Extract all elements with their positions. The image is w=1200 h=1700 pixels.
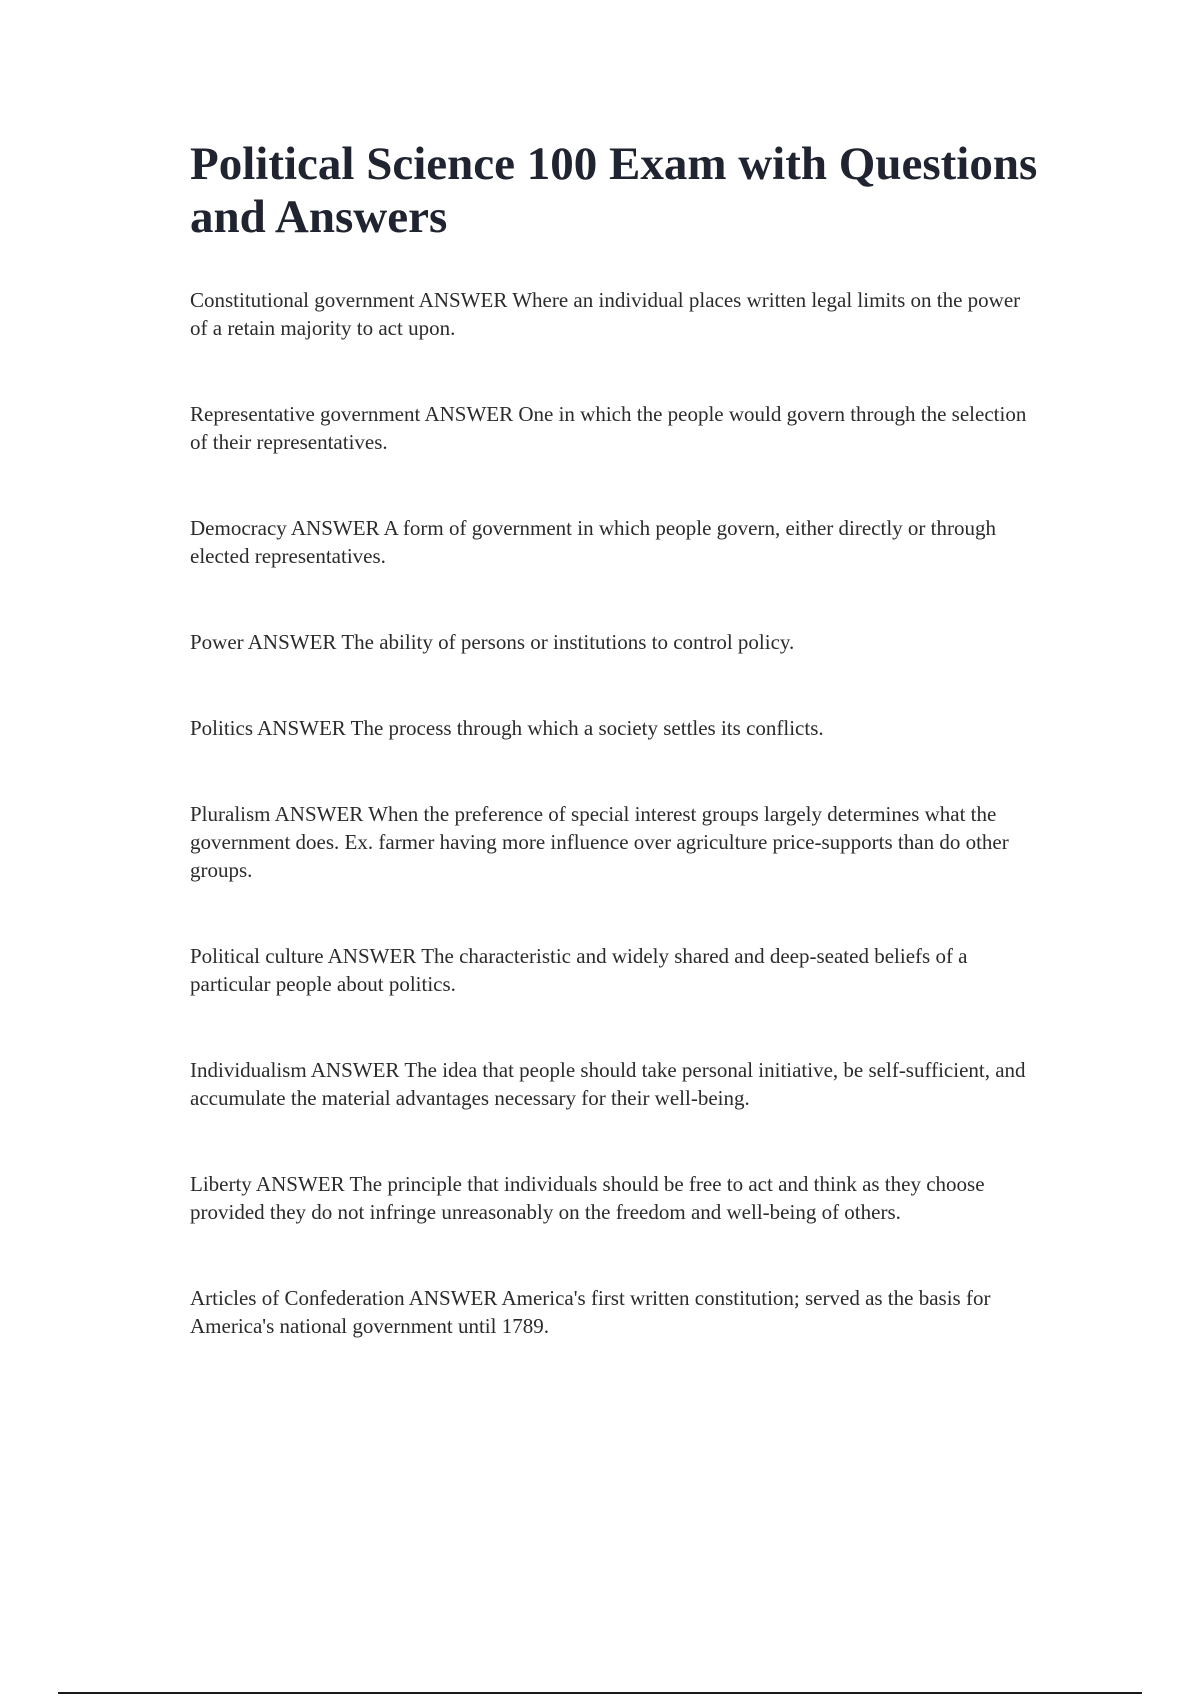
qa-term: Politics bbox=[190, 716, 254, 740]
answer-keyword: ANSWER bbox=[255, 1172, 345, 1196]
qa-term: Liberty bbox=[190, 1172, 252, 1196]
qa-term: Power bbox=[190, 630, 244, 654]
qa-answer: The characteristic and widely shared and deep-seated beliefs of a particular people about politics. bbox=[190, 944, 968, 996]
qa-term: Democracy bbox=[190, 516, 287, 540]
answer-keyword: ANSWER bbox=[327, 944, 417, 968]
answer-keyword: ANSWER bbox=[310, 1058, 400, 1082]
qa-answer: The process through which a society settles its conflicts. bbox=[350, 716, 824, 740]
qa-list bbox=[190, 286, 1040, 1340]
qa-item bbox=[190, 942, 1040, 998]
qa-term: Pluralism bbox=[190, 802, 271, 826]
qa-item bbox=[190, 1056, 1040, 1112]
qa-answer: A form of government in which people govern, either directly or through elected representatives. bbox=[190, 516, 996, 568]
qa-term: Individualism bbox=[190, 1058, 307, 1082]
qa-answer: Where an individual places written legal limits on the power of a retain majority to act upon. bbox=[190, 288, 1021, 340]
qa-answer: When the preference of special interest groups largely determines what the government does. Ex. farmer having more influence over agriculture price-supports than do other groups. bbox=[190, 802, 1009, 882]
qa-term: Articles of Confederation bbox=[190, 1286, 405, 1310]
qa-item bbox=[190, 714, 1040, 742]
qa-item bbox=[190, 628, 1040, 656]
qa-item bbox=[190, 400, 1040, 456]
answer-keyword: ANSWER bbox=[257, 716, 346, 740]
qa-answer: The ability of persons or institutions to control policy. bbox=[341, 630, 795, 654]
answer-keyword: ANSWER bbox=[247, 630, 337, 654]
qa-answer: One in which the people would govern through the selection of their representatives. bbox=[190, 402, 1027, 454]
qa-answer: The idea that people should take personal initiative, be self-sufficient, and accumulate the material advantages necessary for their well-being. bbox=[190, 1058, 1026, 1110]
answer-keyword: ANSWER bbox=[408, 1286, 498, 1310]
answer-keyword: ANSWER bbox=[290, 516, 380, 540]
answer-keyword: ANSWER bbox=[418, 288, 508, 312]
footer-divider bbox=[58, 1692, 1142, 1694]
qa-answer: America's first written constitution; served as the basis for America's national government until 1789. bbox=[190, 1286, 991, 1338]
qa-item bbox=[190, 1284, 1040, 1340]
document-content bbox=[190, 138, 1040, 1340]
qa-item bbox=[190, 286, 1040, 342]
document-title: Political Science 100 Exam with Questions and Answers bbox=[190, 138, 1038, 243]
qa-answer: The principle that individuals should be free to act and think as they choose provided they do not infringe unreasonably on the freedom and well-being of others. bbox=[190, 1172, 985, 1224]
qa-term: Political culture bbox=[190, 944, 324, 968]
answer-keyword: ANSWER bbox=[424, 402, 514, 426]
qa-item bbox=[190, 800, 1040, 884]
qa-item bbox=[190, 1170, 1040, 1226]
qa-term: Constitutional government bbox=[190, 288, 415, 312]
qa-item bbox=[190, 514, 1040, 570]
qa-term: Representative government bbox=[190, 402, 421, 426]
answer-keyword: ANSWER bbox=[274, 802, 364, 826]
